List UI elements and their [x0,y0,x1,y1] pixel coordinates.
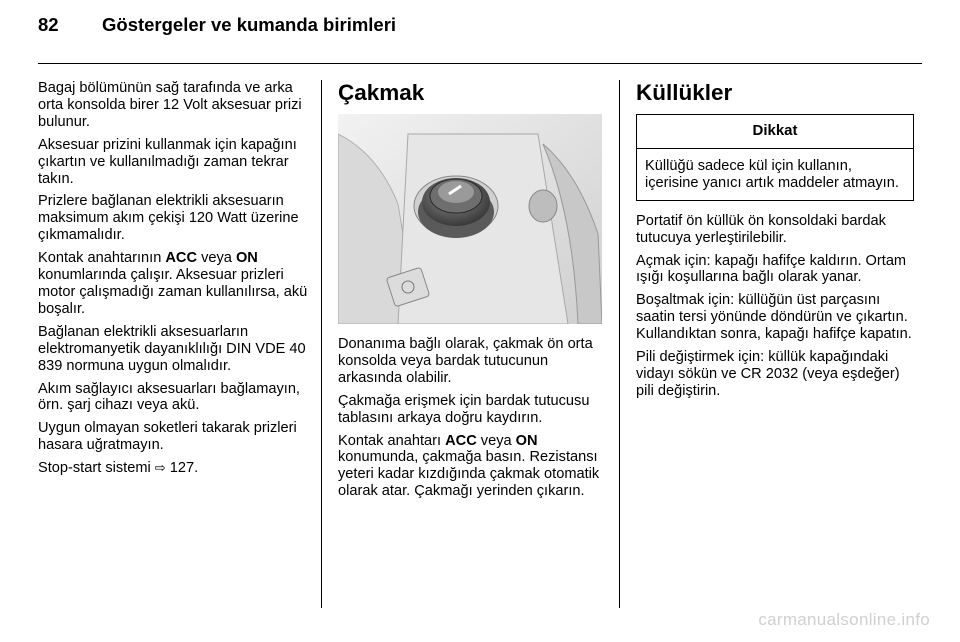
paragraph: Boşaltmak için: küllüğün üst parçasını saatin tersi yönünde döndürün ve çıkartın. Kullandıktan sonra, kapağı hafifçe kapatın. [636,292,912,343]
page-reference: 127. [165,460,199,477]
paragraph: Bağlanan elektrikli aksesuarların elektromanyetik dayanıklılığı DIN VDE 40 839 normuna uygun olmalıdır. [38,323,306,374]
paragraph: Açmak için: kapağı hafifçe kaldırın. Ortam ışığı koşullarına bağlı olarak yanar. [636,252,907,286]
paragraph: Akım sağlayıcı aksesuarları bağlamayın, örn. şarj cihazı veya akü. [38,380,300,414]
column-divider [321,80,322,608]
text: Kontak anahtarının [38,250,166,267]
text: veya [476,432,516,449]
acc-label: ACC [445,432,477,449]
paragraph: Pili değiştirmek için: küllük kapağındaki vidayı sökün ve CR 2032 (veya eşdeğer) pili değiştirin. [636,349,900,399]
text: konumlarında çalışır. Aksesuar prizleri motor çalışmadığı zaman kullanılırsa, akü boşalır. [38,267,308,317]
text: veya [197,250,236,267]
page-number: 82 [38,14,59,35]
column-ashtrays [636,80,914,406]
header-rule [38,63,922,64]
watermark: carmanualsonline.info [758,610,930,629]
caution-box [636,114,914,201]
paragraph: Bagaj bölümünün sağ tarafında ve arka orta konsolda birer 12 Volt aksesuar prizi bulunur. [38,80,302,130]
acc-label: ACC [165,250,198,267]
lighter-photo [338,114,602,324]
on-label: ON [515,432,538,449]
on-label: ON [235,250,258,267]
column-sockets [38,80,308,483]
paragraph: Uygun olmayan soketleri takarak prizleri hasara uğratmayın. [38,420,297,454]
paragraph [38,250,308,318]
column-divider [619,80,620,608]
section-heading: Çakmak [338,80,425,105]
caution-text: Küllüğü sadece kül için kullanın, içerisine yanıcı artık maddeler atmayın. [645,157,899,191]
text: konumunda, çakmağa basın. Rezistansı yeteri kadar kızdığında çakmak otomatik olarak atar. Çakmağı yerinden çıkarın. [338,449,600,500]
column-lighter [338,80,610,506]
paragraph: Prizlere bağlanan elektrikli aksesuarın maksimum akım çekişi 120 Watt üzerine çıkmamalıdır. [38,193,299,244]
page-header [38,14,396,36]
paragraph [338,433,610,501]
reference-arrow-icon[interactable]: ⇨ [154,460,166,476]
section-heading: Küllükler [636,80,733,105]
text: Kontak anahtarı [338,432,446,449]
caution-title: Dikkat [637,115,913,149]
paragraph: Aksesuar prizini kullanmak için kapağını çıkartın ve kullanılmadığı zaman tekrar takın. [38,136,297,187]
paragraph [38,460,308,477]
text: Stop-start sistemi [38,460,155,477]
paragraph: Portatif ön küllük ön konsoldaki bardak tutucuya yerleştirilebilir. [636,212,886,246]
page-title: Göstergeler ve kumanda birimleri [102,14,397,35]
paragraph: Çakmağa erişmek için bardak tutucusu tablasını arkaya doğru kaydırın. [338,392,590,426]
paragraph: Donanıma bağlı olarak, çakmak ön orta konsolda veya bardak tutucunun arkasında olabilir. [338,336,593,386]
